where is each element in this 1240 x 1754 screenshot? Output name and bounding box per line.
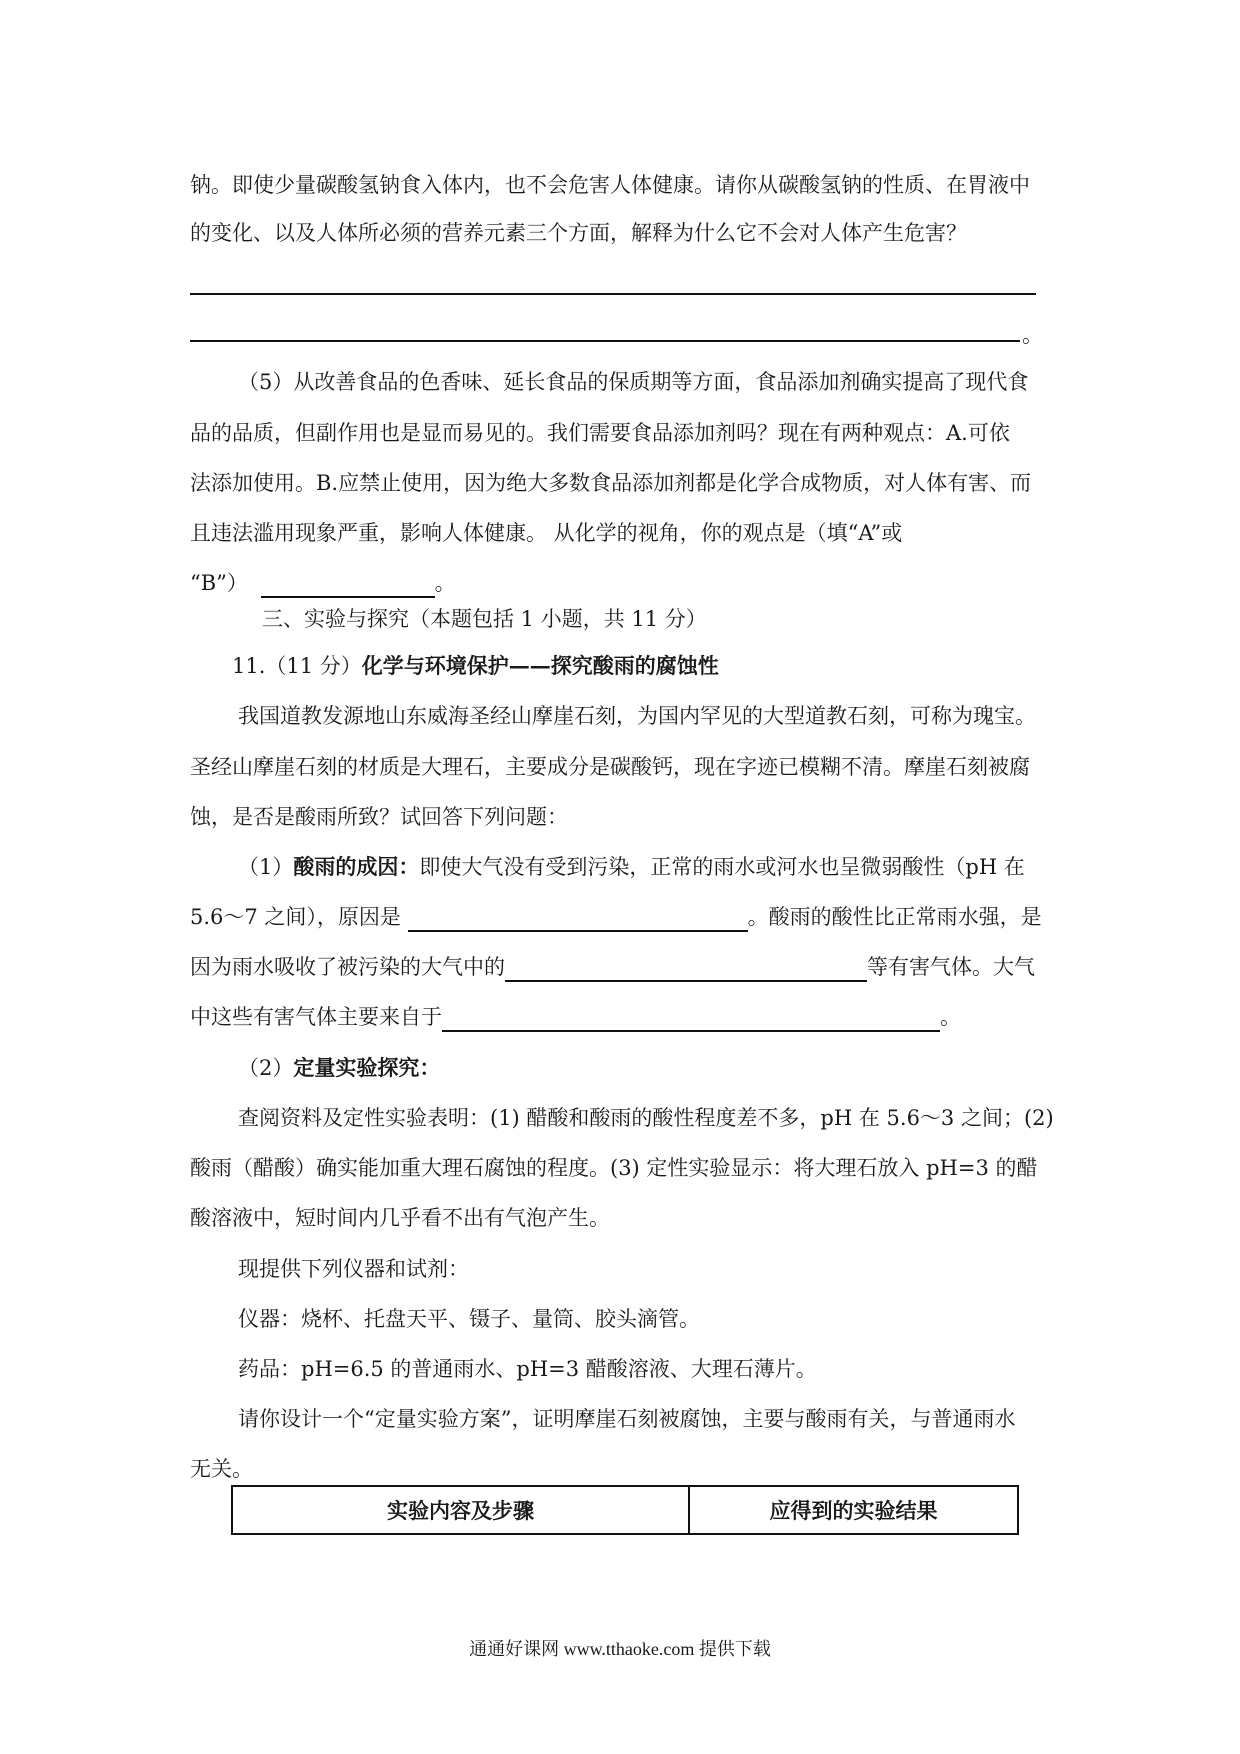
q11-part1-text: 即使大气没有受到污染，正常的雨水或河水也呈微弱酸性（pH 在 [419,855,1025,879]
q11-part2-line-5: 仪器：烧杯、托盘天平、镊子、量筒、胶头滴管。 [238,1307,700,1331]
q11-part2-line-2: 酸雨（醋酸）确实能加重大理石腐蚀的程度。(3) 定性实验显示：将大理石放入 pH=3 的醋 [190,1156,1038,1180]
q5-line-5-prefix: “B”） [190,571,248,595]
section-3-heading: 三、实验与探究（本题包括 1 小题，共 11 分） [262,607,707,631]
q5-line-4: 且违法滥用现象严重，影响人体健康。 从化学的视角，你的观点是（填“A”或 [190,521,903,545]
page-footer: 通通好课网 www.tthaoke.com 提供下载 [469,1639,771,1659]
q5-answer-blank[interactable] [261,574,435,598]
q11-title: 化学与环境保护——探究酸雨的腐蚀性 [361,653,719,678]
q5-line-5-suffix: 。 [434,571,456,595]
q11-part1-blank-1[interactable] [408,908,748,932]
q11-number: 11.（11 分） [232,654,362,678]
q5-line-3: 法添加使用。B.应禁止使用，因为绝大多数食品添加剂都是化学合成物质，对人体有害、而 [190,471,1032,495]
q11-intro-2: 圣经山摩崖石刻的材质是大理石，主要成分是碳酸钙，现在字迹已模糊不清。摩崖石刻被腐 [190,755,1030,779]
table-header-steps: 实验内容及步骤 [232,1486,689,1534]
q11-part2-line-3: 酸溶液中，短时间内几乎看不出有气泡产生。 [190,1206,610,1230]
q4-line-1: 钠。即使少量碳酸氢钠食入体内，也不会危害人体健康。请你从碳酸氢钠的性质、在胃液中 [190,173,1030,197]
q11-part1-title: 酸雨的成因： [293,854,420,879]
q11-part2-line-1: 查阅资料及定性实验表明：(1) 醋酸和酸雨的酸性程度差不多，pH 在 5.6～3 之间；(2) [238,1106,1054,1130]
q11-title-line [232,651,719,681]
q11-part1-blank-3[interactable] [442,1008,940,1032]
q11-part1-line-2 [190,902,1042,932]
q11-part2-title: 定量实验探究： [293,1055,441,1080]
table-header-row [232,1486,1018,1534]
q11-part1-line-3 [190,952,1035,982]
q11-part2-line-6: 药品：pH=6.5 的普通雨水、pH=3 醋酸溶液、大理石薄片。 [238,1357,817,1381]
q4-answer-line-2 [190,340,1020,342]
q11-part1-l4-suffix: 。 [940,1005,961,1029]
q11-part1-line-1 [238,852,1025,882]
q11-part1-l3-suffix: 等有害气体。大气 [867,955,1035,979]
q11-part1-l4-prefix: 中这些有害气体主要来自于 [190,1005,442,1029]
q11-part1-l2-suffix: 。酸雨的酸性比正常雨水强，是 [747,905,1042,929]
experiment-table [231,1485,1019,1535]
q11-part2-line-7: 请你设计一个“定量实验方案”，证明摩崖石刻被腐蚀，主要与酸雨有关，与普通雨水 [238,1407,1016,1431]
q4-end-mark: 。 [1022,323,1043,347]
q11-part2-line-4: 现提供下列仪器和试剂： [238,1257,469,1281]
table-header-results: 应得到的实验结果 [689,1486,1018,1534]
q11-part1-blank-2[interactable] [505,958,867,982]
q11-part1-number: （1） [238,855,294,879]
q4-line-2: 的变化、以及人体所必须的营养元素三个方面，解释为什么它不会对人体产生危害？ [190,221,967,245]
q11-intro-3: 蚀，是否是酸雨所致？试回答下列问题： [190,805,568,829]
q5-line-5 [190,568,456,598]
q11-part2-number: （2） [238,1056,294,1080]
q5-line-2: 品的品质，但副作用也是显而易见的。我们需要食品添加剂吗？现在有两种观点：A.可依 [190,421,1010,445]
q11-part1-l2-prefix: 5.6～7 之间），原因是 [190,905,408,929]
q11-part1-line-4 [190,1002,961,1032]
q11-part1-l3-prefix: 因为雨水吸收了被污染的大气中的 [190,955,505,979]
q11-intro-1: 我国道教发源地山东威海圣经山摩崖石刻，为国内罕见的大型道教石刻，可称为瑰宝。 [238,704,1036,728]
q4-answer-line-1 [190,293,1036,295]
q11-part2-line-8: 无关。 [190,1457,253,1481]
q5-line-1: （5）从改善食品的色香味、延长食品的保质期等方面，食品添加剂确实提高了现代食 [238,370,1029,394]
q11-part2-heading [238,1053,440,1083]
